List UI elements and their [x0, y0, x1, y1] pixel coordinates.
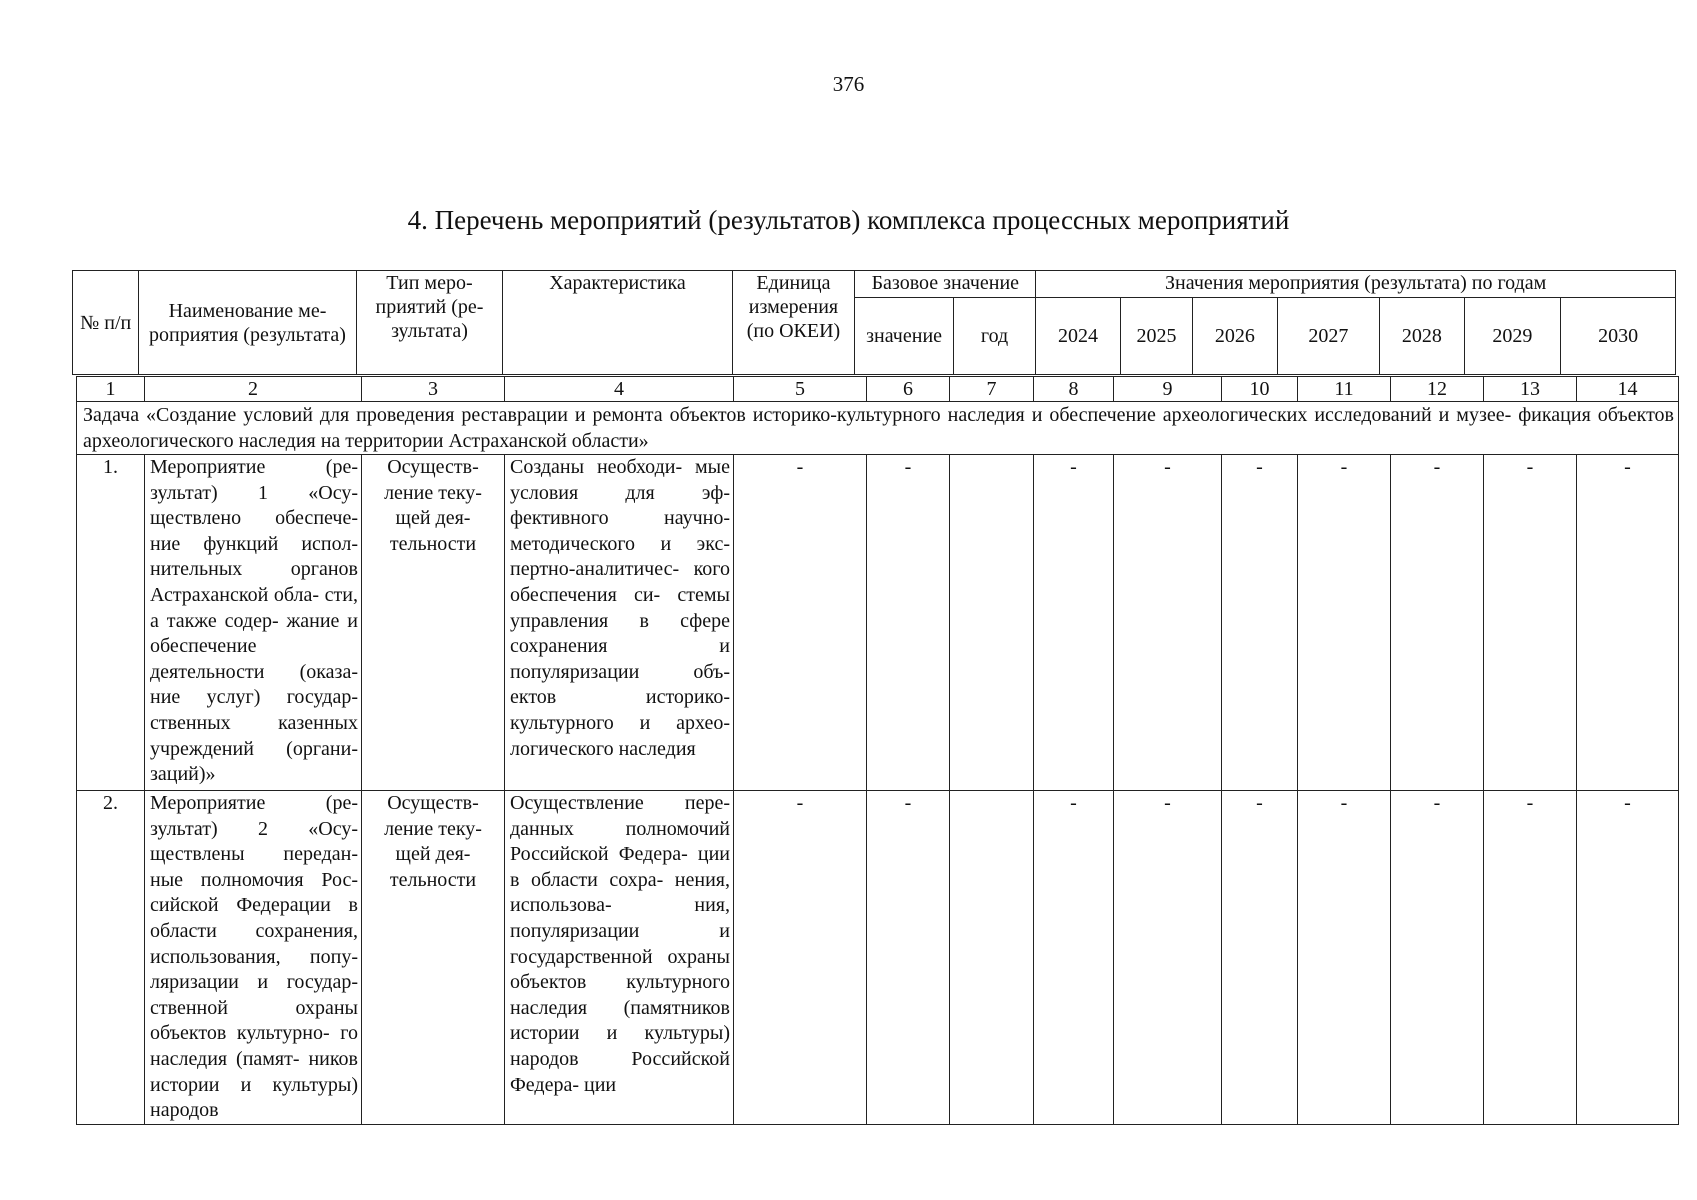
column-number: 7 — [950, 377, 1034, 402]
header-base: Базовое значение — [855, 271, 1036, 298]
row-unit: - — [734, 455, 867, 791]
row-value-2030: - — [1577, 455, 1679, 791]
column-number: 4 — [505, 377, 734, 402]
row-num: 1. — [77, 455, 145, 791]
row-value-2028: - — [1391, 455, 1484, 791]
column-number: 5 — [734, 377, 867, 402]
row-name: Мероприятие (ре- зультат) 2 «Осу- ществлены передан- ные полномочия Рос- сийской Федерации в области сохранения, использования, попу- ляризации и государ- ственной охраны объектов культурно- го наследия (памят- ников истории и культуры) народов — [145, 791, 362, 1125]
row-name: Мероприятие (ре- зультат) 1 «Осу- ществлено обеспече- ние функций испол- нительных органов Астраханской обла- сти, а также содер- жание и обеспечение деятельности (оказа- ние услуг) государ- ственных казенных учреждений (органи- заций)» — [145, 455, 362, 791]
row-value-2029: - — [1484, 791, 1577, 1125]
row-type: Осуществ- ление теку- щей дея- тельности — [362, 455, 505, 791]
table-header — [72, 270, 1676, 375]
row-value-2024: - — [1034, 791, 1114, 1125]
row-value-2025: - — [1114, 455, 1222, 791]
row-characteristic: Созданы необходи- мые условия для эф- фективного научно- методического и экс- пертно-аналитичес- кого обеспечения си- стемы управления в сфере сохранения и популяризации объ- ектов историко- культурного и архео- логического наследия — [505, 455, 734, 791]
header-years-group: Значения мероприятия (результата) по годам — [1036, 271, 1676, 298]
header-year: 2030 — [1561, 298, 1676, 375]
row-value-2029: - — [1484, 455, 1577, 791]
row-value-2026: - — [1222, 791, 1298, 1125]
column-number: 12 — [1391, 377, 1484, 402]
row-value-2027: - — [1298, 791, 1391, 1125]
row-value-2028: - — [1391, 791, 1484, 1125]
page-number: 376 — [832, 72, 865, 96]
column-number: 9 — [1114, 377, 1222, 402]
header-year: 2028 — [1380, 298, 1464, 375]
column-numbers-row — [77, 377, 1679, 402]
header-characteristic: Характеристика — [503, 271, 732, 375]
column-number: 3 — [362, 377, 505, 402]
header-year: 2027 — [1277, 298, 1380, 375]
header-base-value: значение — [855, 298, 954, 375]
task-row — [77, 402, 1679, 455]
row-base-value: - — [867, 455, 950, 791]
row-value-2030: - — [1577, 791, 1679, 1125]
row-base-value: - — [867, 791, 950, 1125]
column-number: 6 — [867, 377, 950, 402]
header-name: Наименование ме- роприятия (результата) — [139, 271, 356, 375]
row-value-2026: - — [1222, 455, 1298, 791]
header-type: Тип меро- приятий (ре- зультата) — [356, 271, 503, 375]
row-base-year — [950, 791, 1034, 1125]
column-number: 1 — [77, 377, 145, 402]
column-number: 11 — [1298, 377, 1391, 402]
header-year: 2026 — [1193, 298, 1277, 375]
row-value-2027: - — [1298, 455, 1391, 791]
header-num: № п/п — [73, 271, 139, 375]
header-year: 2029 — [1464, 298, 1561, 375]
task-text: Задача «Создание условий для проведения реставрации и ремонта объектов историко-культурного наследия и обеспечение археологических исследований и музее- фикация объектов археологического наследия на территории Астраханской области» — [77, 402, 1679, 455]
header-year: 2025 — [1120, 298, 1192, 375]
table-row — [77, 455, 1679, 791]
column-number: 13 — [1484, 377, 1577, 402]
column-number: 8 — [1034, 377, 1114, 402]
column-number: 2 — [145, 377, 362, 402]
column-number: 10 — [1222, 377, 1298, 402]
header-year: 2024 — [1036, 298, 1120, 375]
row-value-2024: - — [1034, 455, 1114, 791]
column-number: 14 — [1577, 377, 1679, 402]
row-value-2025: - — [1114, 791, 1222, 1125]
table-body — [76, 376, 1679, 1125]
header-unit: Единица измерения (по ОКЕИ) — [732, 271, 855, 375]
row-type: Осуществ- ление теку- щей дея- тельности — [362, 791, 505, 1125]
table-row — [77, 791, 1679, 1125]
section-heading: 4. Перечень мероприятий (результатов) комплекса процессных мероприятий — [407, 205, 1290, 235]
row-unit: - — [734, 791, 867, 1125]
row-characteristic: Осуществление пере- данных полномочий Российской Федера- ции в области сохра- нения, использова- ния, популяризации и государственной охраны объектов культурного наследия (памятников истории и культуры) народов Российской Федера- ции — [505, 791, 734, 1125]
row-num: 2. — [77, 791, 145, 1125]
row-base-year — [950, 455, 1034, 791]
header-base-year: год — [953, 298, 1035, 375]
